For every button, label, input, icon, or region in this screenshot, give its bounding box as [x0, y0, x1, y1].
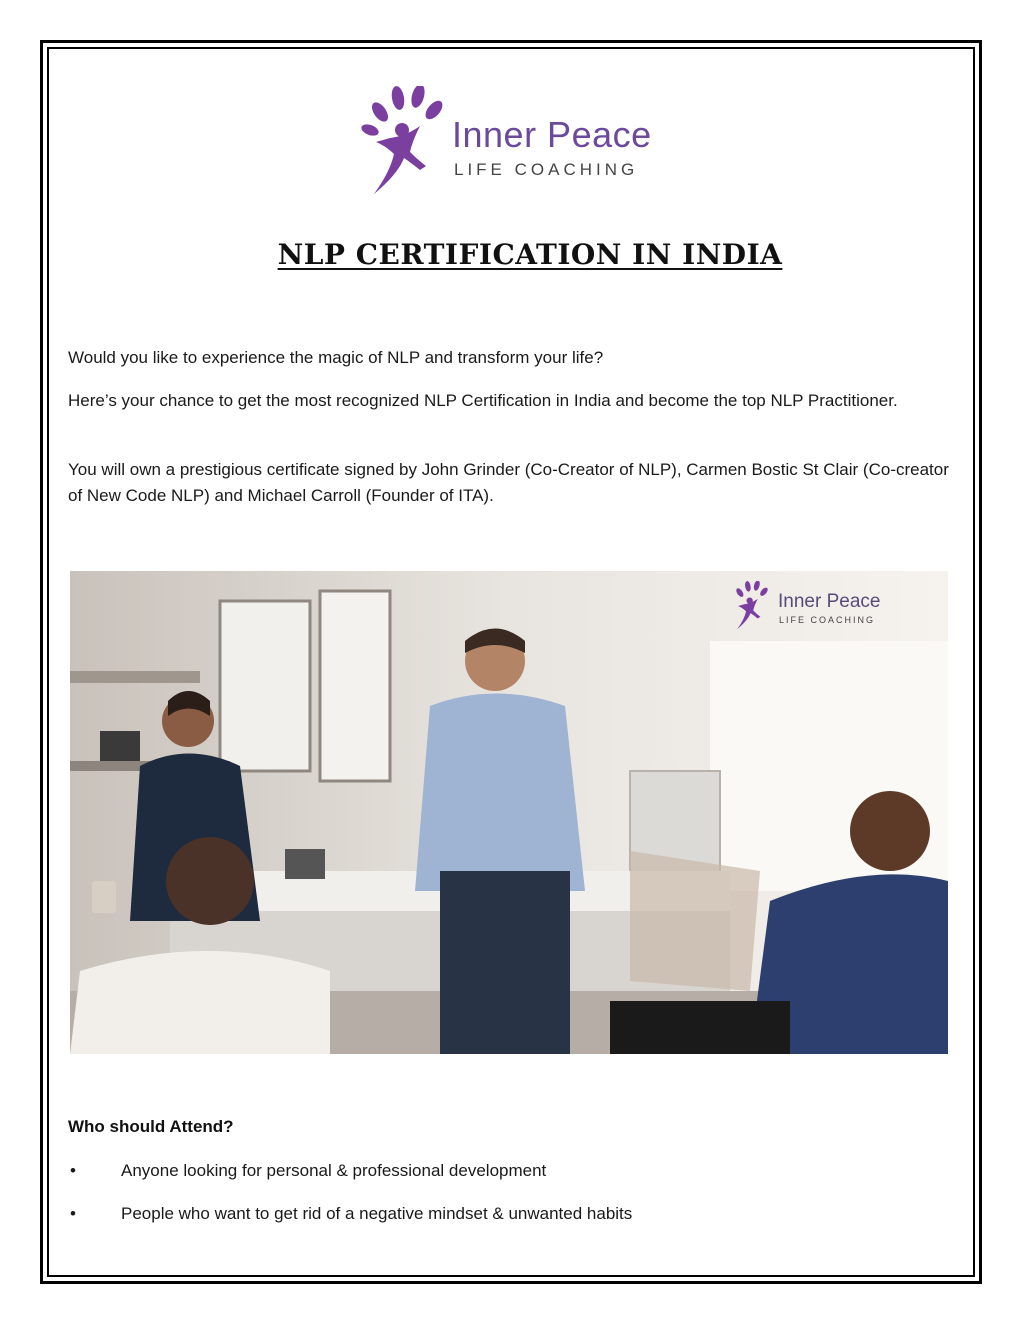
intro-paragraph-1: Would you like to experience the magic of NLP and transform your life?	[68, 348, 604, 367]
photo-watermark-logo	[728, 581, 918, 631]
bullet-marker: •	[70, 1161, 76, 1180]
photo-logo-name: Inner Peace	[778, 591, 881, 612]
photo-logo-tagline: LIFE COACHING	[779, 615, 876, 625]
bullet-text: Anyone looking for personal & professional development	[121, 1161, 547, 1180]
company-logo	[360, 86, 690, 198]
page-title: NLP CERTIFICATION IN INDIA	[277, 238, 783, 271]
logo-tagline: LIFE COACHING	[454, 160, 639, 179]
tree-person-icon	[728, 581, 774, 631]
photo-illustration	[70, 571, 948, 1054]
logo-name: Inner Peace	[452, 114, 652, 155]
page-title-wrap	[0, 238, 1024, 271]
intro-paragraph-3: You will own a prestigious certificate signed by John Grinder (Co-Creator of NLP), Carmen Bostic St Clair (Co-creator of New Code NLP) and Michael Carroll (Founder of ITA).	[68, 460, 949, 505]
bullet-text: People who want to get rid of a negative mindset & unwanted habits	[121, 1204, 633, 1223]
bullet-marker: •	[70, 1204, 76, 1223]
section-heading: Who should Attend?	[68, 1117, 234, 1136]
coaching-session-photo	[70, 571, 948, 1054]
tree-person-icon	[360, 86, 450, 198]
intro-paragraph-2: Here’s your chance to get the most recognized NLP Certification in India and become the top NLP Practitioner.	[68, 391, 898, 410]
